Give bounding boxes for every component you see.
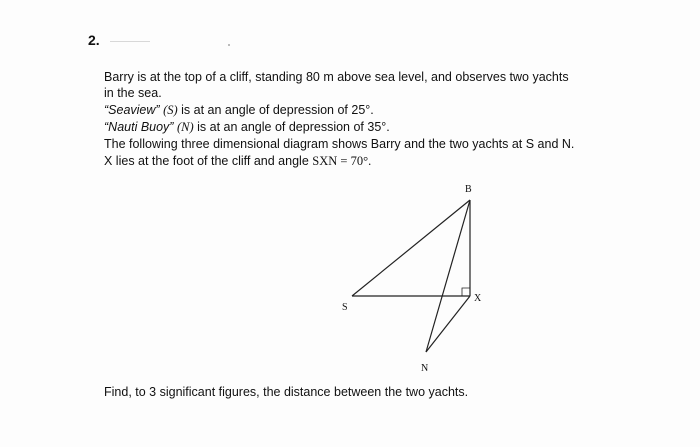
- label-x: X: [474, 293, 482, 304]
- right-angle-marker: [462, 288, 470, 296]
- label-n: N: [421, 363, 429, 374]
- question-line-1: Barry is at the top of a cliff, standing 80 m above sea level, and observes two yachts: [104, 70, 569, 84]
- label-s: S: [342, 302, 348, 313]
- question-line-2: in the sea.: [104, 86, 162, 100]
- line-nx: [426, 296, 470, 352]
- question-number: 2.: [88, 32, 100, 48]
- nauti-angle-text: is at an angle of depression of 35°.: [197, 120, 390, 134]
- line-bn: [426, 200, 470, 352]
- question-line-5: The following three dimensional diagram shows Barry and the two yachts at S and N.: [104, 137, 575, 151]
- seaview-variable: (S): [163, 103, 178, 117]
- label-b: B: [465, 184, 472, 195]
- angle-sxn-text: SXN = 70°.: [312, 154, 372, 168]
- foot-of-cliff-text: X lies at the foot of the cliff and angle: [104, 154, 309, 168]
- nauti-name: “Nauti Buoy”: [104, 120, 174, 134]
- line-bs: [352, 200, 470, 296]
- seaview-angle-text: is at an angle of depression of 25°.: [181, 103, 374, 117]
- find-instruction: Find, to 3 significant figures, the distance between the two yachts.: [104, 385, 469, 399]
- nauti-variable: (N): [176, 120, 194, 134]
- seaview-name: “Seaview”: [104, 103, 160, 117]
